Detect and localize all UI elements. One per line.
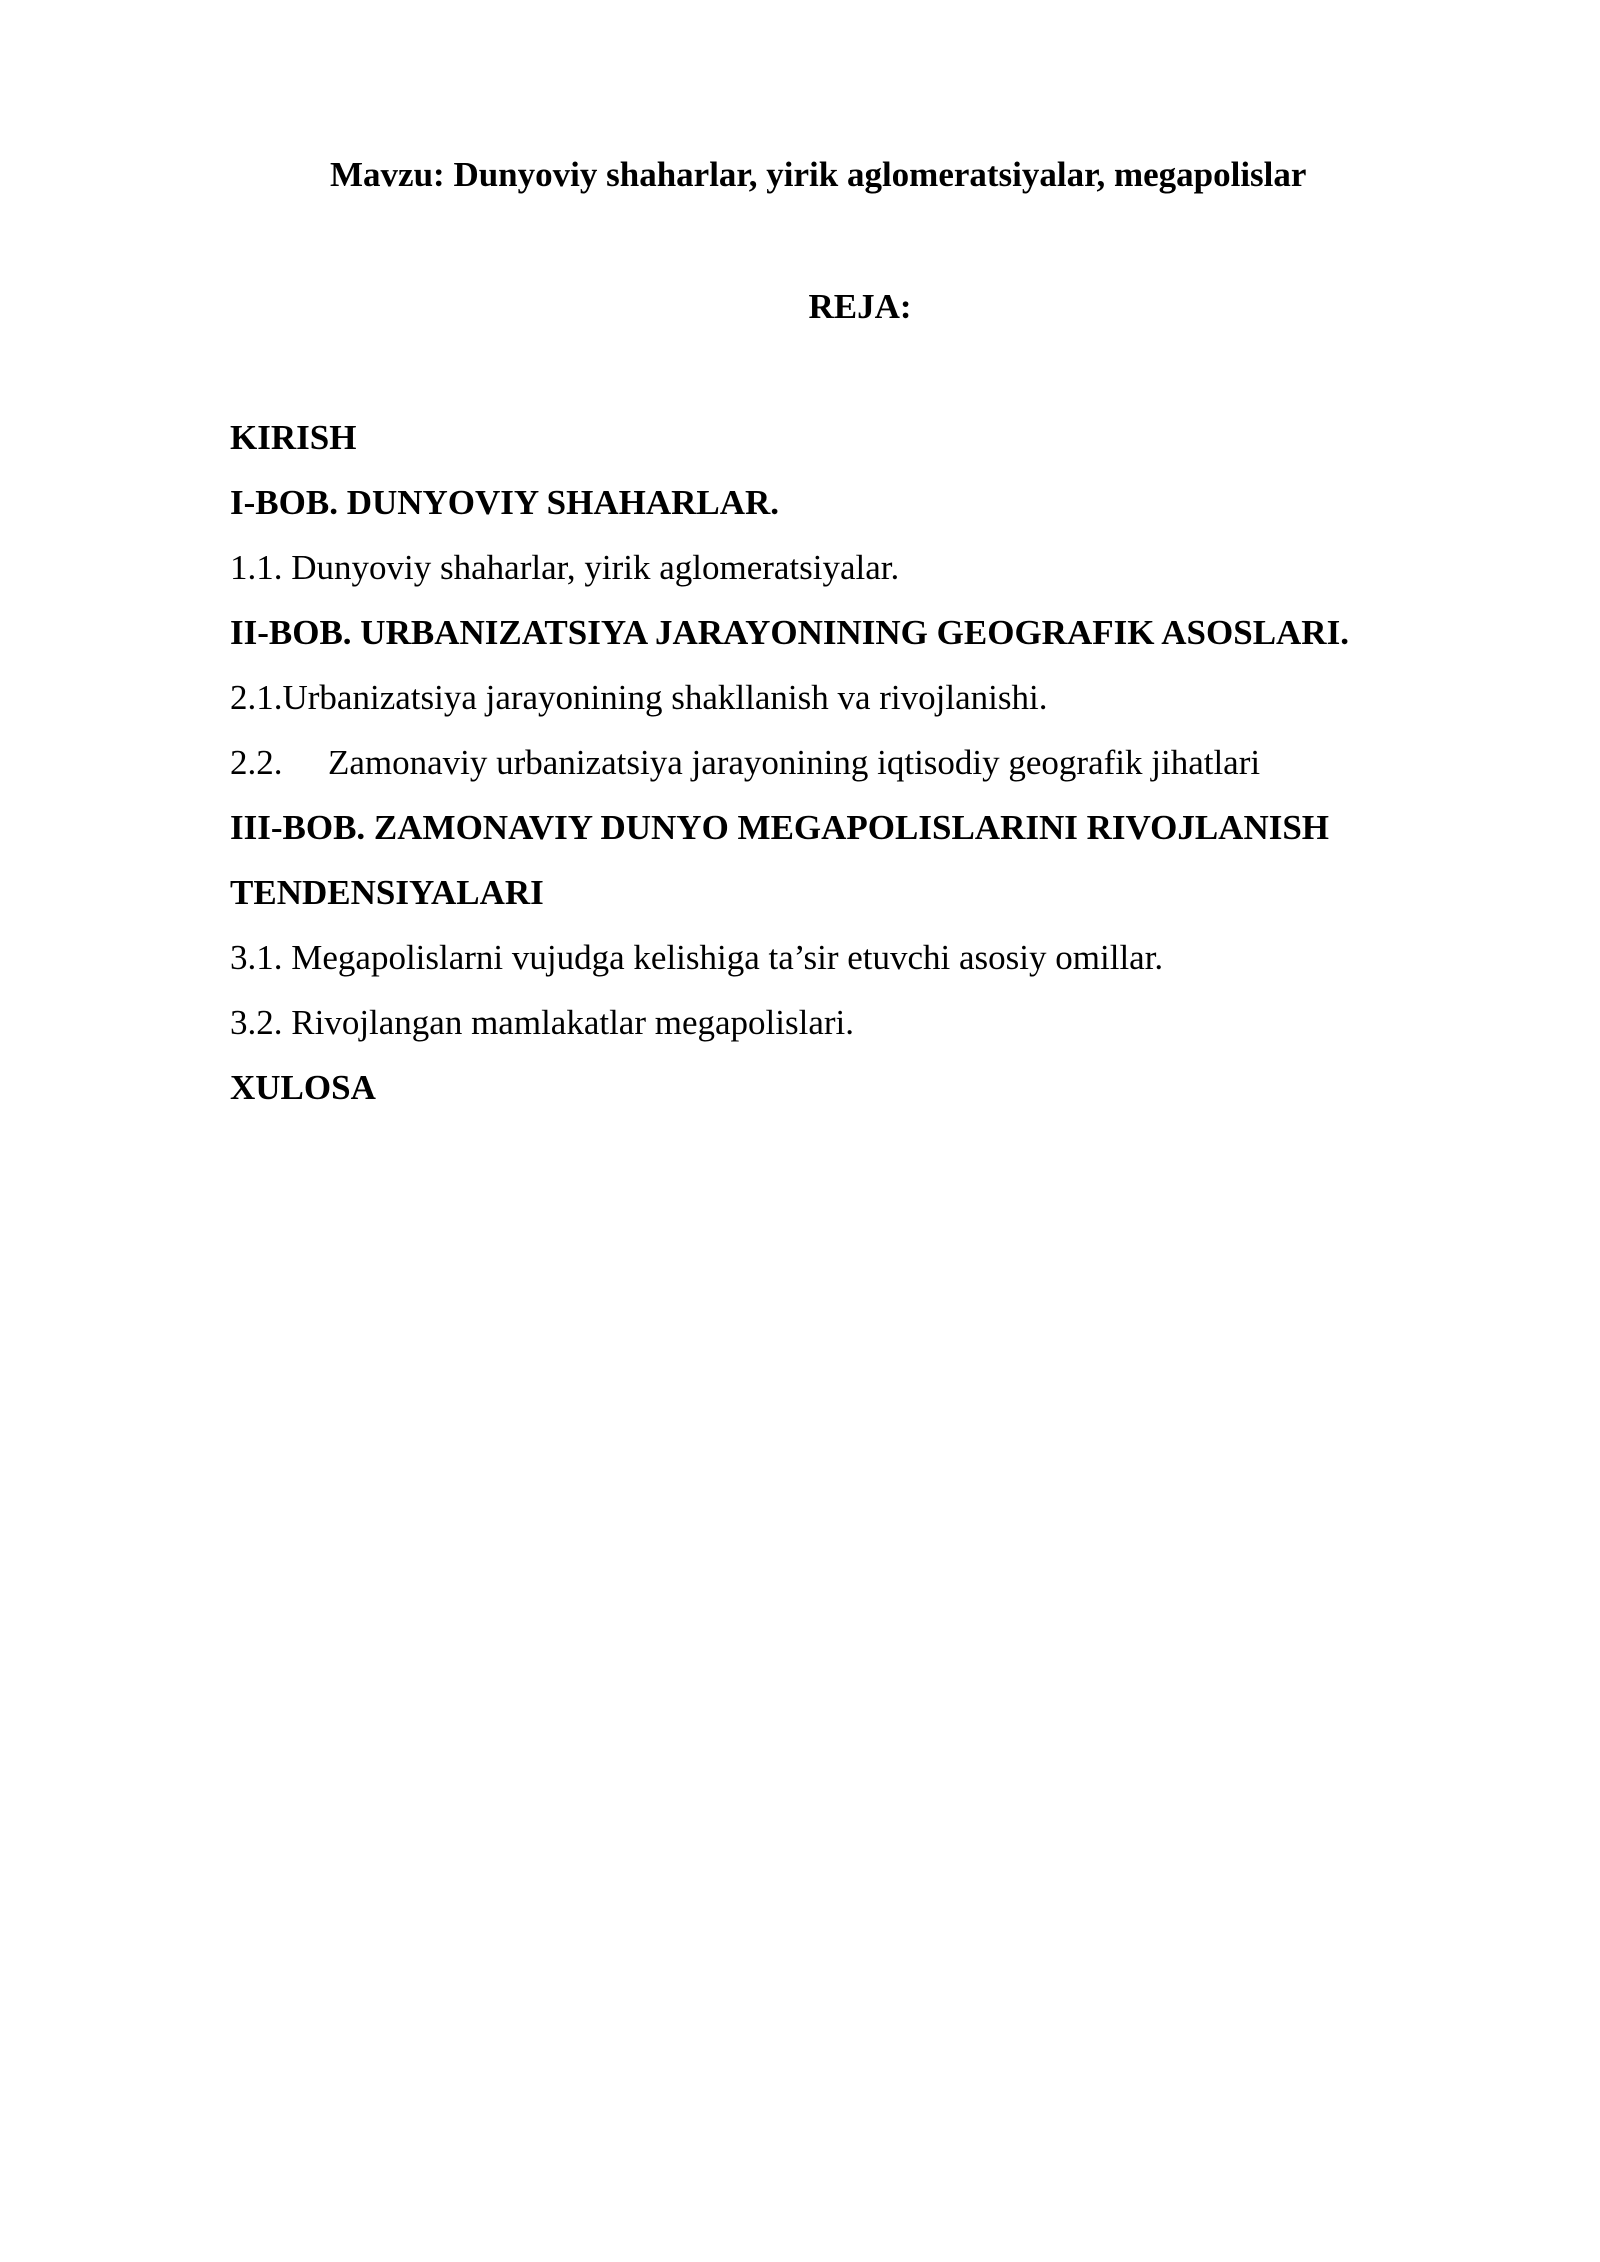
toc-chapter-1: I-BOB. DUNYOVIY SHAHARLAR. (230, 483, 780, 522)
toc-item-2-1: 2.1.Urbanizatsiya jarayonining shakllanish va rivojlanishi. (230, 678, 1048, 717)
toc-item-2-2-text: Zamonaviy urbanizatsiya jarayonining iqtisodiy geografik jihatlari (328, 743, 1261, 782)
toc-item-3-2: 3.2. Rivojlangan mamlakatlar megapolislari. (230, 1003, 855, 1042)
table-of-contents (230, 408, 1530, 1123)
toc-chapter-2: II-BOB. URBANIZATSIYA JARAYONINING GEOGRAFIK ASOSLARI. (230, 613, 1349, 652)
toc-item-2-2-number: 2.2. (230, 743, 283, 782)
plan-heading: REJA: (808, 287, 912, 326)
toc-item-1-1: 1.1. Dunyoviy shaharlar, yirik aglomeratsiyalar. (230, 548, 900, 587)
toc-chapter-3-line-1: III-BOB. ZAMONAVIY DUNYO MEGAPOLISLARINI RIVOJLANISH (230, 808, 1330, 847)
toc-chapter-3-line-2: TENDENSIYALARI (230, 873, 544, 912)
toc-item-3-1: 3.1. Megapolislarni vujudga kelishiga ta’sir etuvchi asosiy omillar. (230, 938, 1164, 977)
toc-item-2-2 (230, 733, 1530, 798)
toc-conclusion: XULOSA (230, 1068, 376, 1107)
document-topic: Mavzu: Dunyoviy shaharlar, yirik aglomeratsiyalar, megapolislar (330, 155, 1307, 194)
toc-intro: KIRISH (230, 418, 357, 457)
